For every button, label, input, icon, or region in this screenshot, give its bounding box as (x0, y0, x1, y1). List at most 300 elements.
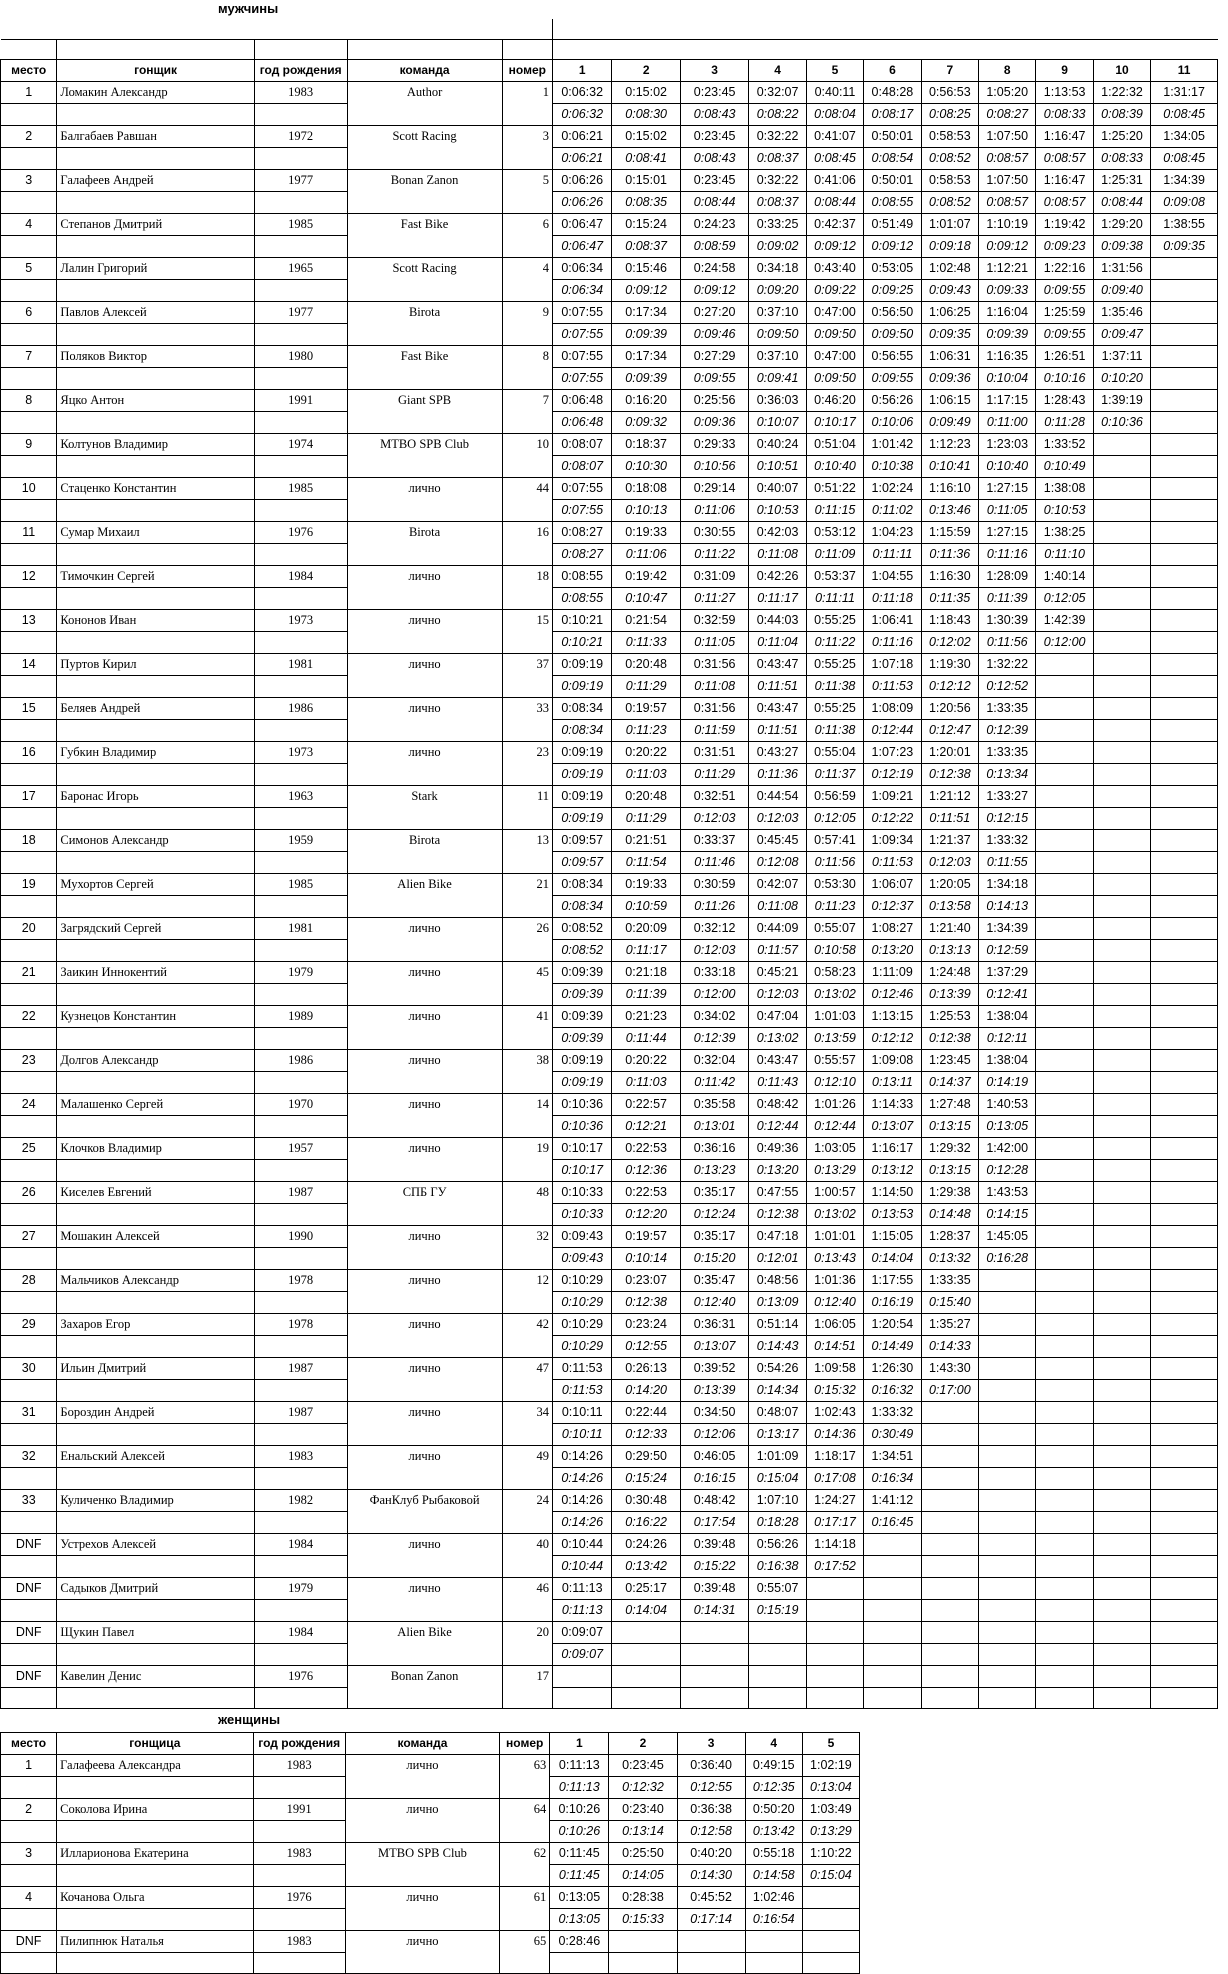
lap-time-cell: 0:11:53 (864, 851, 921, 873)
lap-time-cell: 0:12:44 (806, 1115, 863, 1137)
lap-time-cell: 0:16:54 (745, 1909, 802, 1931)
empty-cell (254, 983, 347, 1005)
cumulative-time-cell: 1:12:21 (979, 257, 1036, 279)
men-lap-row (1, 103, 1218, 125)
empty-cell (57, 895, 254, 917)
rider-name-cell: Ильин Дмитрий (57, 1357, 254, 1379)
lap-time-cell: 0:14:20 (612, 1379, 680, 1401)
lap-time-cell: 0:09:08 (1151, 191, 1218, 213)
cumulative-time-cell: 0:56:59 (806, 785, 863, 807)
bib-number-cell: 17 (502, 1665, 552, 1708)
empty-cell (57, 1865, 253, 1887)
cumulative-time-cell: 0:45:21 (749, 961, 806, 983)
cumulative-time-cell: 0:32:07 (749, 81, 806, 103)
cumulative-time-cell: 0:51:14 (749, 1313, 806, 1335)
lap-time-cell (1093, 1071, 1150, 1093)
cumulative-time-cell: 0:13:05 (550, 1887, 609, 1909)
lap-time-cell (979, 1687, 1036, 1708)
lap-time-cell (1093, 1335, 1150, 1357)
lap-time-cell: 0:12:33 (612, 1423, 680, 1445)
team-cell: лично (347, 1313, 502, 1357)
lap-time-cell: 0:16:22 (612, 1511, 680, 1533)
empty-cell (57, 147, 254, 169)
men-result-row (1, 829, 1218, 851)
cumulative-time-cell (921, 1445, 978, 1467)
cumulative-time-cell: 1:17:15 (979, 389, 1036, 411)
cumulative-time-cell: 0:26:13 (612, 1357, 680, 1379)
men-lap-header: 11 (1151, 59, 1218, 81)
birth-year-cell: 1957 (254, 1137, 347, 1159)
lap-time-cell (1093, 939, 1150, 961)
lap-time-cell: 0:09:50 (806, 367, 863, 389)
lap-time-cell (1151, 455, 1218, 477)
lap-time-cell: 0:11:28 (1036, 411, 1093, 433)
lap-time-cell (1093, 1115, 1150, 1137)
rider-name-cell: Симонов Александр (57, 829, 254, 851)
lap-time-cell: 0:12:59 (979, 939, 1036, 961)
lap-time-cell: 0:12:38 (612, 1291, 680, 1313)
team-cell: Birota (347, 829, 502, 873)
empty-cell (254, 1335, 347, 1357)
cumulative-time-cell: 0:22:53 (612, 1137, 680, 1159)
lap-time-cell: 0:14:43 (749, 1335, 806, 1357)
cumulative-time-cell: 0:10:26 (550, 1799, 609, 1821)
men-result-row (1, 301, 1218, 323)
lap-time-cell: 0:12:12 (921, 675, 978, 697)
lap-time-cell: 0:11:35 (921, 587, 978, 609)
birth-year-cell: 1959 (254, 829, 347, 851)
lap-time-cell: 0:09:35 (921, 323, 978, 345)
cumulative-time-cell: 0:39:48 (680, 1533, 748, 1555)
team-cell: лично (347, 1225, 502, 1269)
cumulative-time-cell: 0:22:44 (612, 1401, 680, 1423)
men-result-row (1, 917, 1218, 939)
cumulative-time-cell (921, 1621, 978, 1643)
cumulative-time-cell (1093, 565, 1150, 587)
lap-time-cell (1093, 1379, 1150, 1401)
cumulative-time-cell: 1:06:07 (864, 873, 921, 895)
lap-time-cell: 0:11:27 (680, 587, 748, 609)
cumulative-time-cell (1093, 1577, 1150, 1599)
lap-time-cell: 0:08:37 (749, 147, 806, 169)
lap-time-cell: 0:17:52 (806, 1555, 863, 1577)
empty-cell (1, 235, 57, 257)
lap-time-cell: 0:09:50 (806, 323, 863, 345)
cumulative-time-cell: 1:06:15 (921, 389, 978, 411)
lap-time-cell: 0:15:22 (680, 1555, 748, 1577)
cumulative-time-cell (1036, 1533, 1093, 1555)
cumulative-time-cell: 1:33:52 (1036, 433, 1093, 455)
lap-time-cell: 0:10:53 (1036, 499, 1093, 521)
cumulative-time-cell: 0:09:19 (553, 653, 612, 675)
lap-time-cell: 0:12:47 (921, 719, 978, 741)
cumulative-time-cell: 0:39:48 (680, 1577, 748, 1599)
place-cell: 3 (1, 1843, 57, 1865)
cumulative-time-cell: 1:16:35 (979, 345, 1036, 367)
cumulative-time-cell: 1:34:51 (864, 1445, 921, 1467)
cumulative-time-cell: 0:09:07 (553, 1621, 612, 1643)
cumulative-time-cell: 1:25:31 (1093, 169, 1150, 191)
lap-time-cell: 0:15:04 (802, 1865, 859, 1887)
cumulative-time-cell: 1:29:20 (1093, 213, 1150, 235)
lap-time-cell: 0:14:05 (609, 1865, 677, 1887)
lap-time-cell: 0:12:55 (612, 1335, 680, 1357)
empty-cell (57, 1247, 254, 1269)
lap-time-cell: 0:12:03 (749, 983, 806, 1005)
cumulative-time-cell (1093, 1137, 1150, 1159)
men-result-row (1, 785, 1218, 807)
rider-name-cell: Губкин Владимир (57, 741, 254, 763)
cumulative-time-cell: 1:41:12 (864, 1489, 921, 1511)
lap-time-cell: 0:12:12 (864, 1027, 921, 1049)
lap-time-cell: 0:13:29 (802, 1821, 859, 1843)
place-cell: 20 (1, 917, 57, 939)
men-lap-header: 1 (553, 59, 612, 81)
lap-time-cell: 0:06:47 (553, 235, 612, 257)
empty-cell (254, 807, 347, 829)
lap-time-cell: 0:11:29 (680, 763, 748, 785)
lap-time-cell: 0:13:14 (609, 1821, 677, 1843)
empty-cell (1, 1071, 57, 1093)
lap-time-cell: 0:12:40 (680, 1291, 748, 1313)
rider-name-cell: Кузнецов Константин (57, 1005, 254, 1027)
rider-name-cell: Кавелин Денис (57, 1665, 254, 1687)
cumulative-time-cell: 0:55:25 (806, 609, 863, 631)
cumulative-time-cell: 0:32:04 (680, 1049, 748, 1071)
cumulative-time-cell (921, 1401, 978, 1423)
cumulative-time-cell (1151, 521, 1218, 543)
lap-time-cell: 0:10:53 (749, 499, 806, 521)
cumulative-time-cell: 0:11:53 (553, 1357, 612, 1379)
bib-number-cell: 42 (502, 1313, 552, 1357)
cumulative-time-cell (1151, 741, 1218, 763)
lap-time-cell: 0:11:29 (612, 675, 680, 697)
cumulative-time-cell: 0:17:34 (612, 345, 680, 367)
cumulative-time-cell: 0:30:59 (680, 873, 748, 895)
women-year-header: год рождения (253, 1733, 345, 1755)
empty-cell (57, 763, 254, 785)
cumulative-time-cell: 0:32:22 (749, 125, 806, 147)
cumulative-time-cell: 0:55:57 (806, 1049, 863, 1071)
cumulative-time-cell: 0:41:07 (806, 125, 863, 147)
men-result-row (1, 345, 1218, 367)
lap-time-cell: 0:11:10 (1036, 543, 1093, 565)
cumulative-time-cell (1151, 433, 1218, 455)
birth-year-cell: 1979 (254, 1577, 347, 1599)
lap-time-cell: 0:13:58 (921, 895, 978, 917)
bib-number-cell: 33 (502, 697, 552, 741)
empty-cell (57, 1953, 253, 1974)
cumulative-time-cell (1036, 1577, 1093, 1599)
team-cell: Giant SPB (347, 389, 502, 433)
cumulative-time-cell (979, 1621, 1036, 1643)
lap-time-cell (1151, 983, 1218, 1005)
lap-time-cell: 0:08:41 (612, 147, 680, 169)
cumulative-time-cell (1036, 1357, 1093, 1379)
men-result-row (1, 1401, 1218, 1423)
cumulative-time-cell: 0:50:01 (864, 125, 921, 147)
women-place-header: место (1, 1733, 57, 1755)
empty-cell (1, 1821, 57, 1843)
cumulative-time-cell (677, 1931, 745, 1953)
cumulative-time-cell: 1:06:41 (864, 609, 921, 631)
cumulative-time-cell: 0:08:52 (553, 917, 612, 939)
lap-time-cell: 0:10:17 (553, 1159, 612, 1181)
birth-year-cell: 1976 (254, 521, 347, 543)
men-result-row (1, 477, 1218, 499)
cumulative-time-cell (1093, 1401, 1150, 1423)
cumulative-time-cell (1151, 609, 1218, 631)
men-result-row (1, 1137, 1218, 1159)
lap-time-cell: 0:14:30 (677, 1865, 745, 1887)
lap-time-cell: 0:14:26 (553, 1511, 612, 1533)
cumulative-time-cell: 1:18:43 (921, 609, 978, 631)
lap-time-cell (680, 1687, 748, 1708)
place-cell: 5 (1, 257, 57, 279)
lap-time-cell: 0:08:59 (680, 235, 748, 257)
empty-cell (254, 587, 347, 609)
cumulative-time-cell: 0:51:49 (864, 213, 921, 235)
men-year-header: год рождения (254, 59, 347, 81)
lap-time-cell (1151, 1071, 1218, 1093)
cumulative-time-cell: 0:11:13 (553, 1577, 612, 1599)
lap-time-cell: 0:12:02 (921, 631, 978, 653)
lap-time-cell (1093, 1511, 1150, 1533)
men-result-row (1, 1005, 1218, 1027)
cumulative-time-cell: 1:01:03 (806, 1005, 863, 1027)
rider-name-cell: Баронас Игорь (57, 785, 254, 807)
cumulative-time-cell: 1:38:55 (1151, 213, 1218, 235)
empty-cell (254, 895, 347, 917)
cumulative-time-cell: 1:29:32 (921, 1137, 978, 1159)
lap-time-cell: 0:10:56 (680, 455, 748, 477)
cumulative-time-cell: 0:06:21 (553, 125, 612, 147)
lap-time-cell (806, 1687, 863, 1708)
lap-time-cell: 0:12:38 (921, 763, 978, 785)
rider-name-cell: Долгов Александр (57, 1049, 254, 1071)
cumulative-time-cell: 0:21:18 (612, 961, 680, 983)
rider-name-cell: Яцко Антон (57, 389, 254, 411)
cumulative-time-cell: 0:58:23 (806, 961, 863, 983)
birth-year-cell: 1963 (254, 785, 347, 807)
cumulative-time-cell: 0:25:50 (609, 1843, 677, 1865)
cumulative-time-cell (979, 1489, 1036, 1511)
cumulative-time-cell (802, 1931, 859, 1953)
cumulative-time-cell (1151, 697, 1218, 719)
team-cell: Alien Bike (347, 873, 502, 917)
men-result-row (1, 433, 1218, 455)
lap-time-cell: 0:12:03 (680, 939, 748, 961)
cumulative-time-cell: 0:09:19 (553, 741, 612, 763)
lap-time-cell (864, 1555, 921, 1577)
lap-time-cell (1151, 1511, 1218, 1533)
bib-number-cell: 26 (502, 917, 552, 961)
cumulative-time-cell (1093, 433, 1150, 455)
cumulative-time-cell: 0:58:53 (921, 169, 978, 191)
men-result-row (1, 1269, 1218, 1291)
cumulative-time-cell: 0:58:53 (921, 125, 978, 147)
empty-cell (57, 279, 254, 301)
lap-time-cell: 0:09:55 (1036, 323, 1093, 345)
cumulative-time-cell (806, 1621, 863, 1643)
cumulative-time-cell: 1:02:24 (864, 477, 921, 499)
empty-cell (254, 763, 347, 785)
empty-cell (254, 1643, 347, 1665)
lap-time-cell: 0:09:12 (680, 279, 748, 301)
cumulative-time-cell: 1:02:43 (806, 1401, 863, 1423)
lap-time-cell: 0:08:44 (680, 191, 748, 213)
birth-year-cell: 1985 (254, 873, 347, 895)
lap-time-cell: 0:12:01 (749, 1247, 806, 1269)
empty-cell (57, 1599, 254, 1621)
lap-time-cell: 0:13:07 (864, 1115, 921, 1137)
cumulative-time-cell: 0:43:47 (749, 1049, 806, 1071)
empty-cell (254, 147, 347, 169)
lap-time-cell: 0:09:19 (553, 807, 612, 829)
lap-time-cell: 0:10:40 (979, 455, 1036, 477)
men-lap-row (1, 411, 1218, 433)
men-lap-row (1, 323, 1218, 345)
cumulative-time-cell: 0:06:47 (553, 213, 612, 235)
men-lap-row (1, 1115, 1218, 1137)
empty-cell (254, 675, 347, 697)
lap-time-cell: 0:08:52 (921, 191, 978, 213)
lap-time-cell (1036, 983, 1093, 1005)
cumulative-time-cell (1036, 917, 1093, 939)
lap-time-cell: 0:13:42 (612, 1555, 680, 1577)
rider-name-cell: Галафеева Александра (57, 1755, 253, 1777)
lap-time-cell: 0:09:57 (553, 851, 612, 873)
cumulative-time-cell (979, 1577, 1036, 1599)
cumulative-time-cell: 1:10:19 (979, 213, 1036, 235)
cumulative-time-cell: 0:40:24 (749, 433, 806, 455)
cumulative-time-cell: 0:48:07 (749, 1401, 806, 1423)
cumulative-time-cell: 1:26:51 (1036, 345, 1093, 367)
empty-cell (1, 1909, 57, 1931)
rider-name-cell: Ломакин Александр (57, 81, 254, 103)
place-cell: 17 (1, 785, 57, 807)
cumulative-time-cell: 1:12:23 (921, 433, 978, 455)
lap-time-cell: 0:12:03 (680, 807, 748, 829)
lap-time-cell: 0:08:57 (979, 147, 1036, 169)
cumulative-time-cell (979, 1401, 1036, 1423)
lap-time-cell: 0:11:51 (749, 675, 806, 697)
lap-time-cell: 0:15:19 (749, 1599, 806, 1621)
cumulative-time-cell: 1:24:48 (921, 961, 978, 983)
bib-number-cell: 46 (502, 1577, 552, 1621)
rider-name-cell: Поляков Виктор (57, 345, 254, 367)
lap-time-cell: 0:08:45 (1151, 147, 1218, 169)
cumulative-time-cell: 0:09:43 (553, 1225, 612, 1247)
cumulative-time-cell: 0:21:23 (612, 1005, 680, 1027)
men-lap-row (1, 235, 1218, 257)
cumulative-time-cell: 1:25:20 (1093, 125, 1150, 147)
place-cell: 29 (1, 1313, 57, 1335)
cumulative-time-cell: 0:27:29 (680, 345, 748, 367)
place-cell: 2 (1, 1799, 57, 1821)
lap-time-cell (1151, 1599, 1218, 1621)
lap-time-cell: 0:11:53 (553, 1379, 612, 1401)
lap-time-cell: 0:12:08 (749, 851, 806, 873)
lap-time-cell (921, 1467, 978, 1489)
lap-time-cell: 0:09:23 (1036, 235, 1093, 257)
cumulative-time-cell: 1:17:55 (864, 1269, 921, 1291)
men-lap-row (1, 1467, 1218, 1489)
lap-time-cell: 0:11:26 (680, 895, 748, 917)
lap-time-cell: 0:10:07 (749, 411, 806, 433)
birth-year-cell: 1973 (254, 609, 347, 631)
men-result-row (1, 741, 1218, 763)
cumulative-time-cell: 1:16:10 (921, 477, 978, 499)
cumulative-time-cell: 1:06:31 (921, 345, 978, 367)
rider-name-cell: Захаров Егор (57, 1313, 254, 1335)
rider-name-cell: Киселев Евгений (57, 1181, 254, 1203)
cumulative-time-cell: 1:11:09 (864, 961, 921, 983)
place-cell: 3 (1, 169, 57, 191)
men-result-row (1, 81, 1218, 103)
lap-time-cell: 0:08:52 (921, 147, 978, 169)
men-lap-row (1, 939, 1218, 961)
empty-cell (254, 1115, 347, 1137)
team-cell: ФанКлуб Рыбаковой (347, 1489, 502, 1533)
lap-time-cell: 0:12:35 (745, 1777, 802, 1799)
cumulative-time-cell: 1:15:59 (921, 521, 978, 543)
cumulative-time-cell (921, 1577, 978, 1599)
lap-time-cell: 0:13:39 (680, 1379, 748, 1401)
lap-time-cell: 0:11:56 (806, 851, 863, 873)
lap-time-cell (1151, 499, 1218, 521)
lap-time-cell (1036, 1555, 1093, 1577)
cumulative-time-cell: 0:29:14 (680, 477, 748, 499)
birth-year-cell: 1987 (254, 1357, 347, 1379)
cumulative-time-cell: 0:28:46 (550, 1931, 609, 1953)
lap-time-cell: 0:15:20 (680, 1247, 748, 1269)
lap-time-cell: 0:10:06 (864, 411, 921, 433)
lap-time-cell: 0:17:54 (680, 1511, 748, 1533)
team-cell: лично (347, 1577, 502, 1621)
cumulative-time-cell: 0:46:05 (680, 1445, 748, 1467)
cumulative-time-cell (1093, 741, 1150, 763)
lap-time-cell: 0:11:16 (864, 631, 921, 653)
bib-number-cell: 21 (502, 873, 552, 917)
team-cell: лично (345, 1931, 499, 1974)
lap-time-cell (1036, 1467, 1093, 1489)
lap-time-cell: 0:13:42 (745, 1821, 802, 1843)
cumulative-time-cell: 1:02:19 (802, 1755, 859, 1777)
cumulative-time-cell: 0:19:33 (612, 873, 680, 895)
cumulative-time-cell (806, 1665, 863, 1687)
empty-cell (254, 851, 347, 873)
lap-time-cell (1093, 1687, 1150, 1708)
cumulative-time-cell: 0:23:45 (680, 125, 748, 147)
cumulative-time-cell (1151, 1313, 1218, 1335)
lap-time-cell (1151, 1247, 1218, 1269)
cumulative-time-cell (1093, 1489, 1150, 1511)
cumulative-time-cell: 0:19:57 (612, 697, 680, 719)
place-cell: 15 (1, 697, 57, 719)
men-result-row (1, 521, 1218, 543)
empty-cell (1, 323, 57, 345)
lap-time-cell: 0:13:43 (806, 1247, 863, 1269)
birth-year-cell: 1970 (254, 1093, 347, 1115)
cumulative-time-cell: 0:47:04 (749, 1005, 806, 1027)
cumulative-time-cell: 0:07:55 (553, 345, 612, 367)
empty-cell (57, 367, 254, 389)
cumulative-time-cell (864, 1577, 921, 1599)
cumulative-time-cell (1036, 1665, 1093, 1687)
empty-cell (1, 103, 57, 125)
empty-cell (254, 1203, 347, 1225)
